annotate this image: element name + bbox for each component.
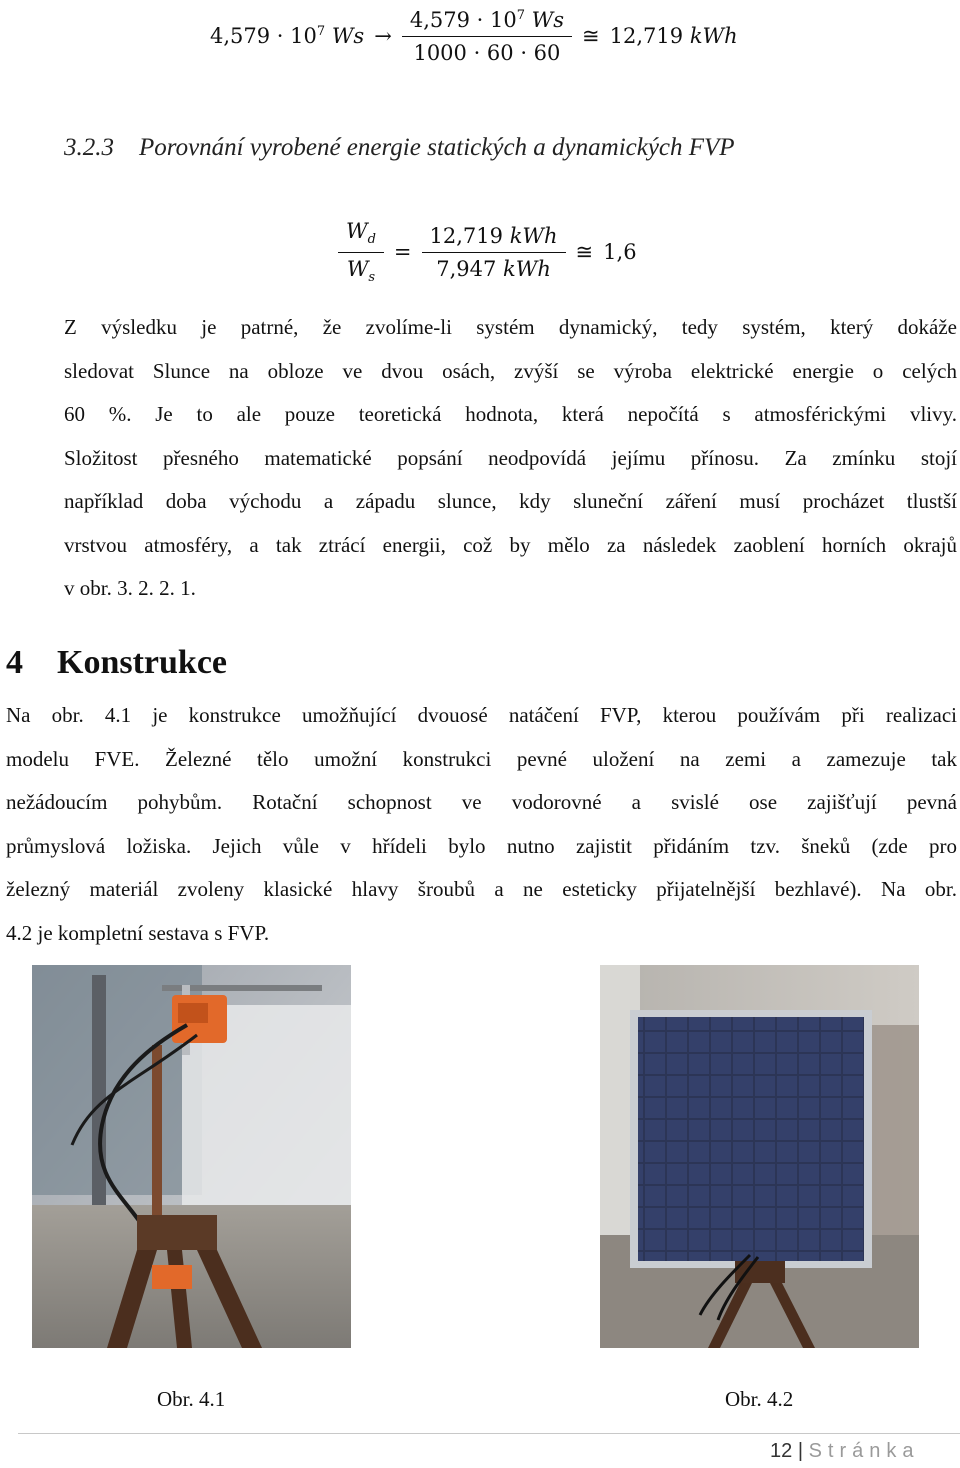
paragraph-line: modelu FVE. Železné tělo umožní konstrukci pevné uložení na zemi a zamezuje tak: [6, 746, 957, 771]
page-number: 12: [770, 1440, 793, 1462]
footer-divider: [18, 1433, 960, 1434]
paragraph-line: nežádoucím pohybům. Rotační schopnost ve vodorovné a svislé ose zajišťují pevná: [6, 790, 957, 814]
chapter-heading: [6, 644, 227, 682]
section-title: Porovnání vyrobené energie statických a dynamických FVP: [139, 134, 735, 161]
paragraph-line: železný materiál zvoleny klasické hlavy šroubů a ne esteticky přijatelnější bezhlavé). Na obr.: [6, 877, 957, 901]
paragraph-line: Na obr. 4.1 je konstrukce umožňující dvouosé natáčení FVP, kterou používám při realizaci: [6, 703, 957, 727]
figure-assembly-photo: [600, 965, 919, 1348]
eq1-lhs: $4,579 \cdot 10^7$ Ws: [210, 24, 365, 48]
eq2-approx: ≅: [575, 240, 594, 264]
equation-ratio: [338, 208, 637, 296]
construction-photo-image: [32, 965, 351, 1348]
figure-construction-photo: [32, 965, 351, 1348]
equation-conversion: [210, 0, 738, 72]
chapter-title: Konstrukce: [57, 644, 227, 681]
paragraph-line: průmyslová ložiska. Jejich vůle v hřídeli bylo nutno zajistit přidáním tzv. šneků (zde pro: [6, 833, 957, 858]
paragraph-construction: [6, 694, 957, 955]
footer-separator: |: [797, 1440, 804, 1462]
figure-caption-4-2: Obr. 4.2: [725, 1387, 794, 1411]
section-number: 3.2.3: [64, 134, 114, 161]
paragraph-line: 60 %. Je to ale pouze teoretická hodnota, která nepočítá s atmosférickými vlivy.: [64, 402, 957, 426]
eq2-value-fraction: $\frac{\text{12,719 kWh}}{\text{7,947 kWh}}$: [422, 224, 566, 281]
chapter-number: 4: [6, 644, 23, 681]
eq2-ratio-fraction: $\frac{W_d}{W_s}$: [338, 219, 384, 284]
paragraph-line: například doba východu a západu slunce, kdy sluneční záření musí procházet tlustší: [64, 489, 957, 513]
paragraph-line: v obr. 3. 2. 2. 1.: [64, 576, 196, 600]
eq2-equals: =: [393, 240, 412, 264]
eq2-result: 1,6: [603, 240, 637, 264]
eq1-approx: ≅: [582, 24, 600, 48]
page-label: Stránka: [808, 1440, 920, 1462]
paragraph-line: Složitost přesného matematické popsání neodpovídá jejímu přínosu. Za zmínku stojí: [64, 445, 957, 470]
page-footer: [770, 1440, 920, 1463]
paragraph-line: Z výsledku je patrné, že zvolíme-li systém dynamický, tedy systém, který dokáže: [64, 315, 957, 339]
assembly-photo-image: [600, 965, 919, 1348]
eq1-arrow: →: [374, 24, 392, 48]
section-heading: [64, 134, 735, 162]
paragraph-line: 4.2 je kompletní sestava s FVP.: [6, 920, 270, 945]
paragraph-results: [64, 306, 957, 611]
paragraph-line: sledovat Slunce na obloze ve dvou osách, zvýší se výroba elektrické energie o celých: [64, 358, 957, 383]
eq1-result: 12,719 kWh: [609, 24, 738, 48]
eq1-fraction: $\frac{4,579 \cdot 10^7 Ws}{1000 \cdot 60 \cdot 60}$: [402, 8, 572, 65]
figure-caption-4-1: Obr. 4.1: [157, 1387, 226, 1411]
paragraph-line: vrstvou atmosféry, a tak ztrácí energii, což by mělo za následek zaoblení horních okrajů: [64, 532, 957, 557]
